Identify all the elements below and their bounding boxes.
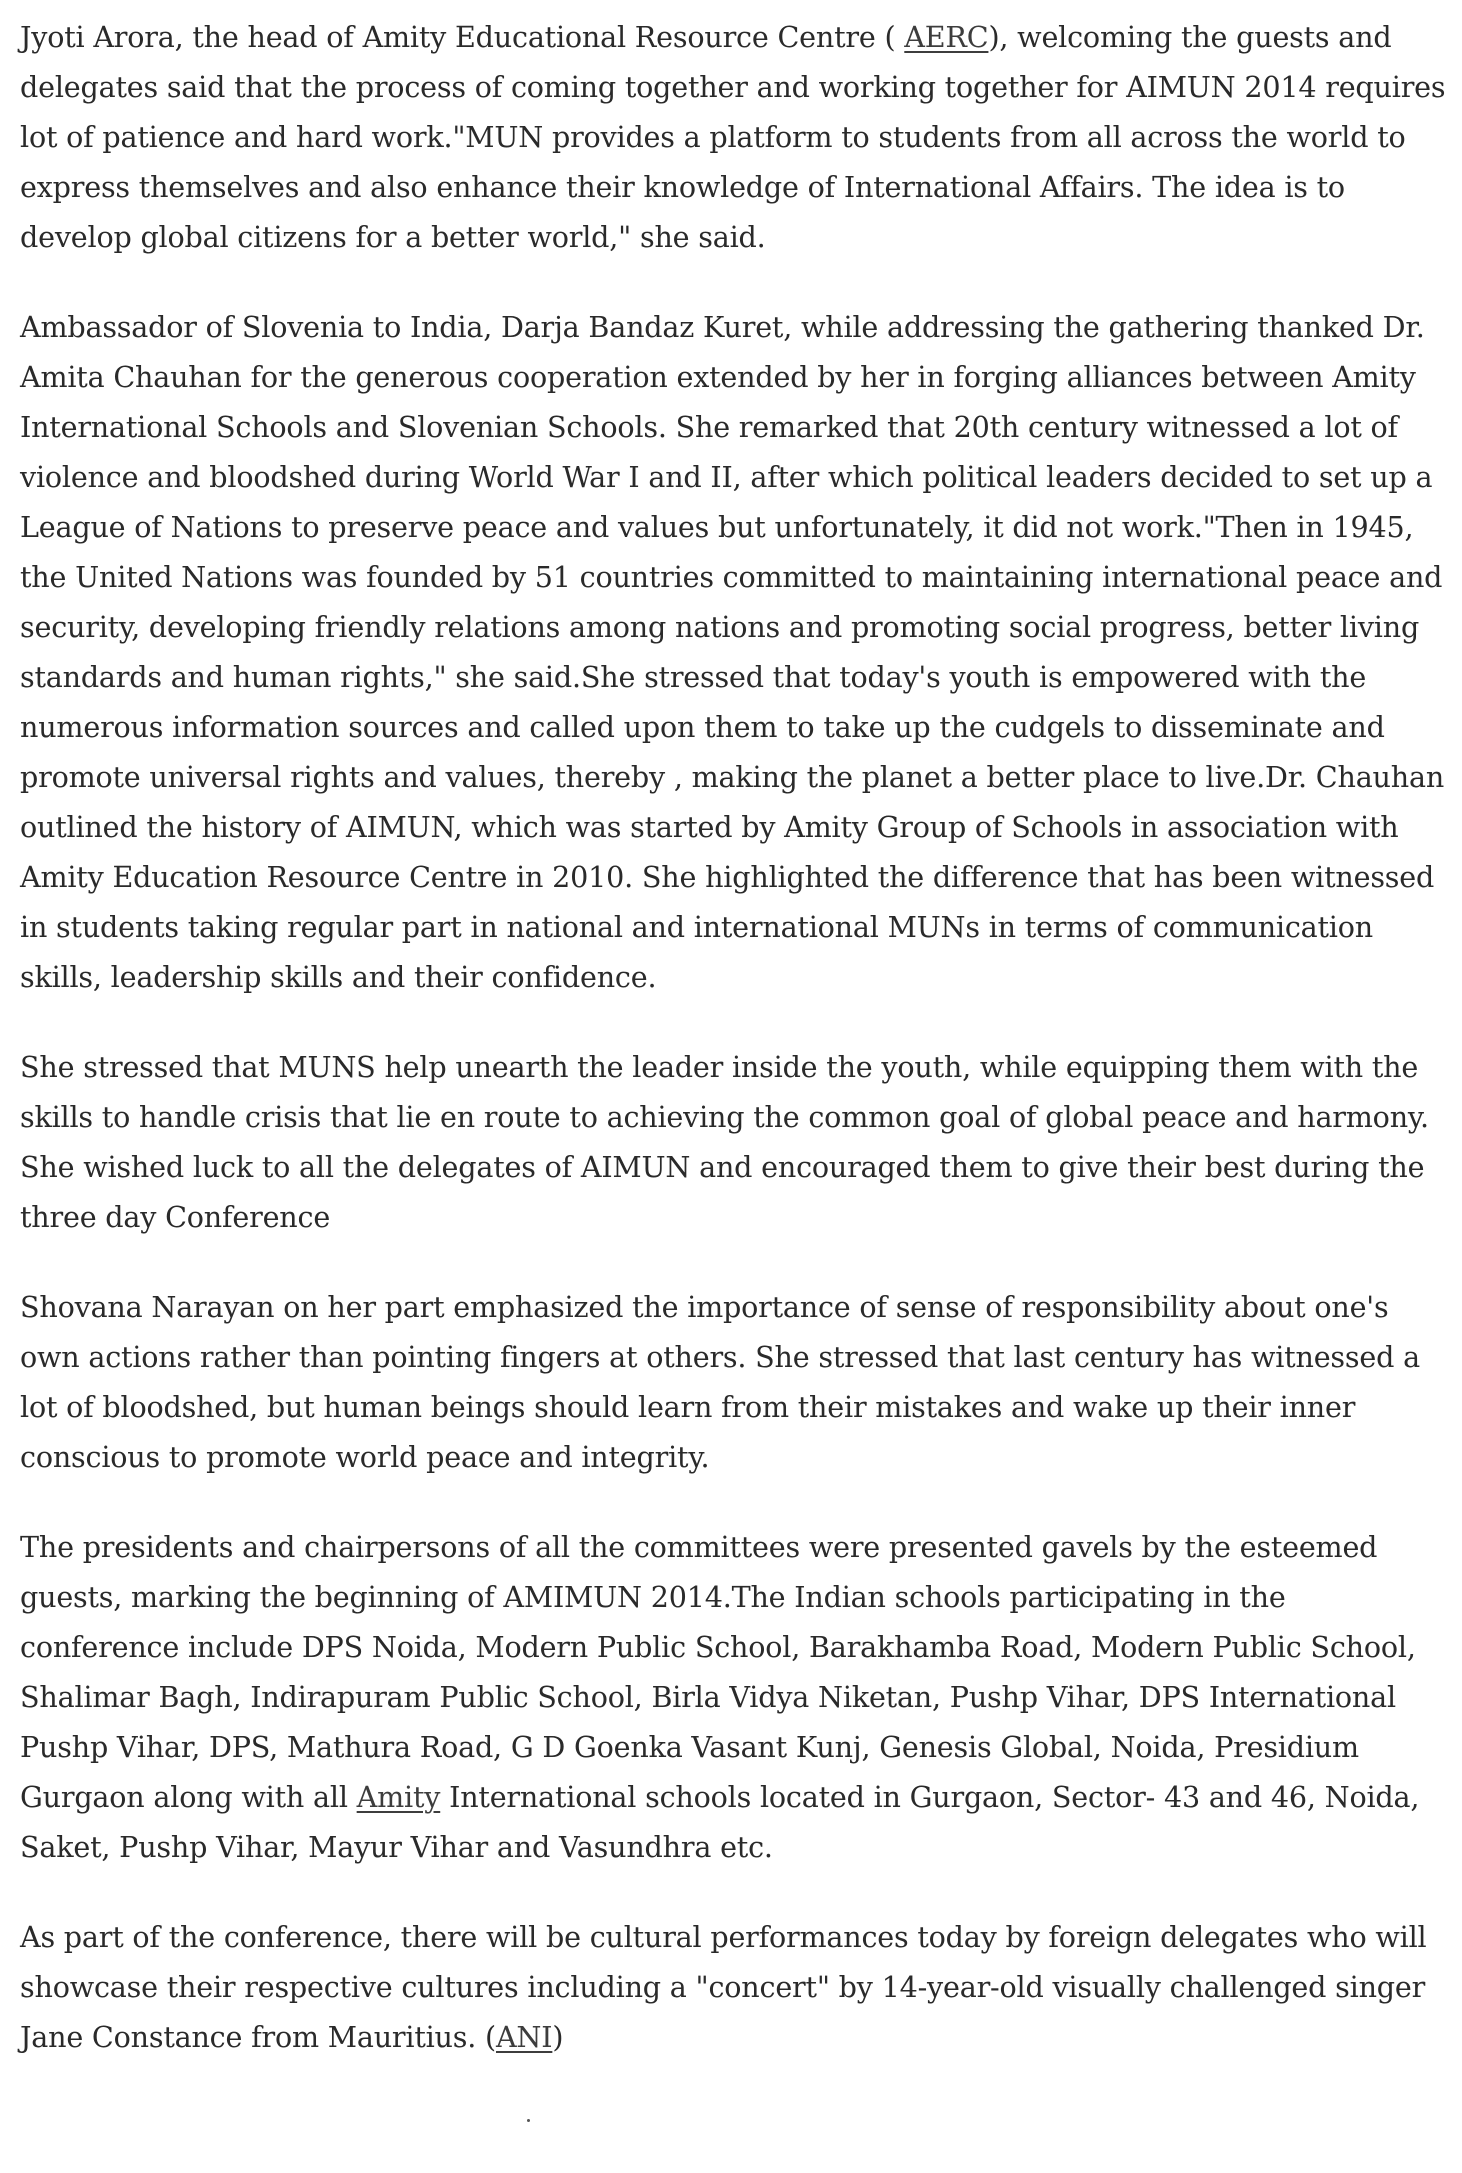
paragraph-text: Jyoti Arora, the head of Amity Educational Resource Centre ( [20, 20, 905, 54]
paragraph-participating-schools [20, 1522, 1450, 1872]
paragraph-text: ) [552, 2020, 564, 2054]
paragraph-shovana-narayan [20, 1282, 1450, 1482]
paragraph-text: International schools located in Gurgaon, Sector- 43 and 46, Noida, Saket, Pushp Vihar, Mayur Vihar and Vasundhra etc. [20, 1780, 1420, 1864]
article-body [20, 12, 1450, 2102]
paragraph-muns-leader [20, 1042, 1450, 1242]
paragraph-text: She stressed that MUNS help unearth the leader inside the youth, while equipping them with the skills to handle crisis that lie en route to achieving the common goal of global peace and harmony. She wished luck to all the delegates of AIMUN and encouraged them to give their best during the three day Conference [20, 1050, 1429, 1234]
paragraph-text: ), welcoming the guests and delegates said that the process of coming together and working together for AIMUN 2014 requires lot of patience and hard work."MUN provides a platform to students from all across the world to express themselves and also enhance their knowledge of International Affairs. The idea is to develop global citizens for a better world," she said. [20, 20, 1446, 254]
ani-link[interactable]: ANI [495, 2020, 553, 2054]
amity-link[interactable]: Amity [356, 1780, 441, 1814]
paragraph-text: Shovana Narayan on her part emphasized the importance of sense of responsibility about one's own actions rather than pointing fingers at others. She stressed that last century has witnessed a lot of bloodshed, but human beings should learn from their mistakes and wake up their inner conscious to promote world peace and integrity. [20, 1290, 1420, 1474]
paragraph-ambassador-slovenia [20, 302, 1450, 1002]
paragraph-jyoti-arora [20, 12, 1450, 262]
paragraph-text: The presidents and chairpersons of all the committees were presented gavels by the esteemed guests, marking the beginning of AMIMUN 2014.The Indian schools participating in the conference include DPS Noida, Modern Public School, Barakhamba Road, Modern Public School, Shalimar Bagh, Indirapuram Public School, Birla Vidya Niketan, Pushp Vihar, DPS International Pushp Vihar, DPS, Mathura Road, G D Goenka Vasant Kunj, Genesis Global, Noida, Presidium Gurgaon along with all [20, 1530, 1416, 1814]
aerc-link[interactable]: AERC [904, 20, 989, 54]
scan-speck [527, 2119, 530, 2122]
paragraph-text: As part of the conference, there will be cultural performances today by foreign delegates who will showcase their respective cultures including a "concert" by 14-year-old visually challenged singer Jane Constance from Mauritius. ( [20, 1920, 1427, 2054]
paragraph-cultural-performances [20, 1912, 1450, 2062]
paragraph-text: Ambassador of Slovenia to India, Darja Bandaz Kuret, while addressing the gathering thanked Dr. Amita Chauhan for the generous cooperation extended by her in forging alliances between Amity International Schools and Slovenian Schools. She remarked that 20th century witnessed a lot of violence and bloodshed during World War I and II, after which political leaders decided to set up a League of Nations to preserve peace and values but unfortunately, it did not work."Then in 1945, the United Nations was founded by 51 countries committed to maintaining international peace and security, developing friendly relations among nations and promoting social progress, better living standards and human rights," she said.She stressed that today's youth is empowered with the numerous information sources and called upon them to take up the cudgels to disseminate and promote universal rights and values, thereby , making the planet a better place to live.Dr. Chauhan outlined the history of AIMUN, which was started by Amity Group of Schools in association with Amity Education Resource Centre in 2010. She highlighted the difference that has been witnessed in students taking regular part in national and international MUNs in terms of communication skills, leadership skills and their confidence. [20, 310, 1445, 994]
